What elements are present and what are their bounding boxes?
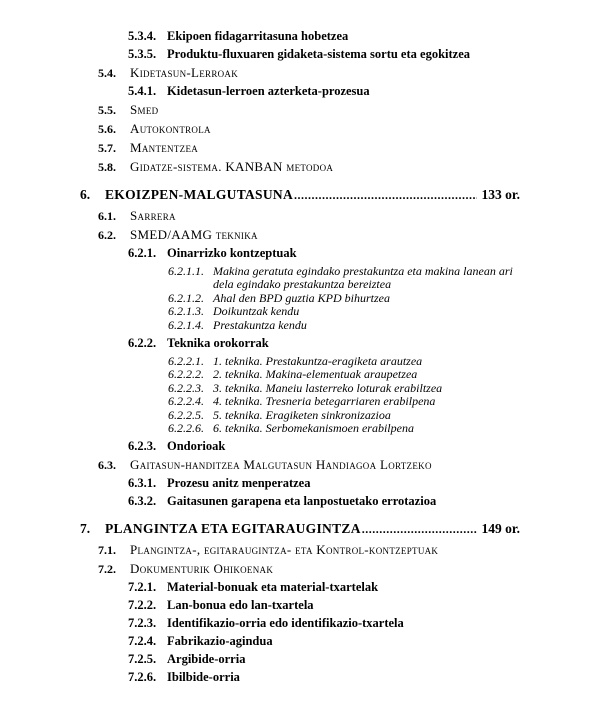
toc-entry-title: Gaitasun-handitzea Malgutasun Handiagoa Lortzeko [130,457,432,472]
toc-entry [98,141,520,155]
toc-entry-title: Argibide-orria [167,652,246,666]
toc-entry-page-number: 149 or. [481,521,520,536]
toc-entry-number: 7.2.6. [128,670,157,684]
toc-entry-number: 7.2.3. [128,616,157,630]
toc-entry-number: 5.4. [98,66,116,80]
toc-entry-title: Gidatze-sistema. KANBAN metodoa [130,159,334,174]
toc-entry [98,209,520,223]
toc-entry [80,187,520,203]
toc-entry-title: Kidetasun-Lerroak [130,65,239,80]
toc-entry-title: Ibilbide-orria [167,670,240,684]
toc-entry [168,382,520,395]
toc-entry-title: 1. teknika. Prestakuntza-eragiketa arautzea [213,353,423,368]
toc-entry-number: 7. [80,521,91,536]
toc-entry-title: Makina geratuta egindako prestakuntza eta makina lanean ari dela egindako prestakuntza bereiztea [213,264,513,291]
toc-entry-number: 6.3. [98,458,116,472]
dot-leader [362,521,478,537]
toc-entry-number: 6.2.1.1. [168,264,204,278]
toc-entry-number: 5.8. [98,160,116,174]
toc-entry [168,265,520,291]
toc-entry-title: EKOIZPEN-MALGUTASUNA [105,187,294,202]
toc-entry-number: 6. [80,187,91,202]
toc-entry [98,122,520,136]
toc-entry [128,477,520,490]
toc-entry-number: 6.2.1.4. [168,317,204,332]
toc-entry-number: 7.2.4. [128,634,157,648]
toc-entry-number: 6.2.2.2. [168,367,204,381]
toc-entry-number: 6.2.2.5. [168,407,204,422]
toc-entry [80,521,520,537]
toc-entry-number: 6.2.2.4. [168,394,204,408]
toc-entry-title: PLANGINTZA ETA EGITARAUGINTZA [105,521,361,536]
toc-entry [128,653,520,666]
toc-entry [128,247,520,260]
toc-entry [128,85,520,98]
toc-entry-title: Identifikazio-orria edo identifikazio-txartela [167,616,404,630]
toc-entry [98,458,520,472]
toc-entry [128,48,520,61]
toc-entry-number: 6.2.1.3. [168,304,204,318]
toc-entry [168,409,520,422]
toc-entry [128,30,520,43]
toc-entry-title: Produktu-fluxuaren gidaketa-sistema sortu eta egokitzea [167,47,470,61]
toc-entry-title: Ahal den BPD guztia KPD bihurtzea [213,290,390,305]
toc-entry-title: Plangintza-, egitaraugintza- eta Kontrol-kontzeptuak [130,542,439,557]
toc-entry-number: 7.2.1. [128,580,157,594]
toc-entry-number: 6.2.1.2. [168,290,204,305]
toc-entry-title: Gaitasunen garapena eta lanpostuetako errotazioa [167,494,437,508]
toc-entry [128,337,520,350]
toc-entry-number: 6.2.2.6. [168,421,204,435]
toc-entry [98,160,520,174]
toc-entry-number: 7.2.2. [128,598,157,612]
toc-entry [168,319,520,332]
toc-entry-title: Material-bonuak eta material-txartelak [167,580,379,594]
toc-entry-title: 4. teknika. Tresneria betegarriaren erabilpena [213,394,436,408]
toc-entry [98,228,520,242]
toc-entry [98,103,520,117]
toc-entry [98,66,520,80]
toc-entry [168,422,520,435]
toc-entry-number: 5.5. [98,103,116,117]
toc-entry-number: 5.4.1. [128,84,157,98]
toc-entry [128,495,520,508]
toc-entry-title: 2. teknika. Makina-elementuak araupetzea [213,367,418,381]
toc-entry-number: 6.2. [98,228,116,242]
toc-entry-title: Kidetasun-lerroen azterketa-prozesua [167,84,370,98]
toc-entry [168,292,520,305]
toc-entry [98,562,520,576]
toc-entry [128,617,520,630]
toc-entry [98,543,520,557]
toc-entry-number: 6.2.3. [128,439,157,453]
toc-entry [168,355,520,368]
toc-entry-number: 6.2.2.1. [168,353,204,368]
toc-entry-title: 5. teknika. Eragiketen sinkronizazioa [213,407,391,422]
toc-entry-title: Teknika orokorrak [167,335,269,350]
toc-entry-title: Doikuntzak kendu [213,304,300,318]
toc-entry-title: Prestakuntza kendu [213,317,307,332]
toc-entry-title: 6. teknika. Serbomekanismoen erabilpena [213,421,414,435]
toc-entry [168,305,520,318]
toc-entry-number: 7.2.5. [128,652,157,666]
dot-leader [294,187,477,203]
toc-entry [128,440,520,453]
toc-entry-title: Prozesu anitz menperatzea [167,476,311,490]
toc-entry-number: 5.3.4. [128,29,157,43]
toc-entry-title: 3. teknika. Maneiu lasterreko loturak erabiltzea [213,380,443,395]
toc-entry-number: 5.3.5. [128,47,157,61]
toc-entry-title: Mantentzea [130,140,199,155]
toc-entry-title: Lan-bonua edo lan-txartela [167,598,314,612]
toc-entry-number: 6.2.2. [128,335,157,350]
toc-entry-number: 6.1. [98,209,116,223]
toc-entry-title: Ekipoen fidagarritasuna hobetzea [167,29,349,43]
toc-entry-number: 6.3.1. [128,476,157,490]
toc-entry-title: Autokontrola [130,121,211,136]
toc-entry [168,395,520,408]
toc-entry-title: Oinarrizko kontzeptuak [167,246,297,260]
toc-list [80,30,520,684]
toc-entry-title: Ondorioak [167,439,226,453]
toc-entry-title: Sarrera [130,208,176,223]
toc-entry-page-number: 133 or. [481,187,520,202]
toc-entry [128,671,520,684]
toc-entry-title: Smed [130,102,159,117]
toc-entry-title: SMED/AAMG teknika [130,227,258,242]
toc-entry-number: 7.1. [98,543,116,557]
toc-entry-number: 6.3.2. [128,494,157,508]
toc-entry [128,635,520,648]
toc-entry-number: 7.2. [98,562,116,576]
toc-entry [128,599,520,612]
toc-entry-number: 6.2.2.3. [168,380,204,395]
toc-entry [168,368,520,381]
toc-entry-title: Fabrikazio-agindua [167,634,273,648]
toc-entry-number: 6.2.1. [128,246,157,260]
toc-entry [128,581,520,594]
toc-entry-title: Dokumenturik Ohikoenak [130,561,274,576]
toc-entry-number: 5.6. [98,122,116,136]
toc-entry-number: 5.7. [98,141,116,155]
